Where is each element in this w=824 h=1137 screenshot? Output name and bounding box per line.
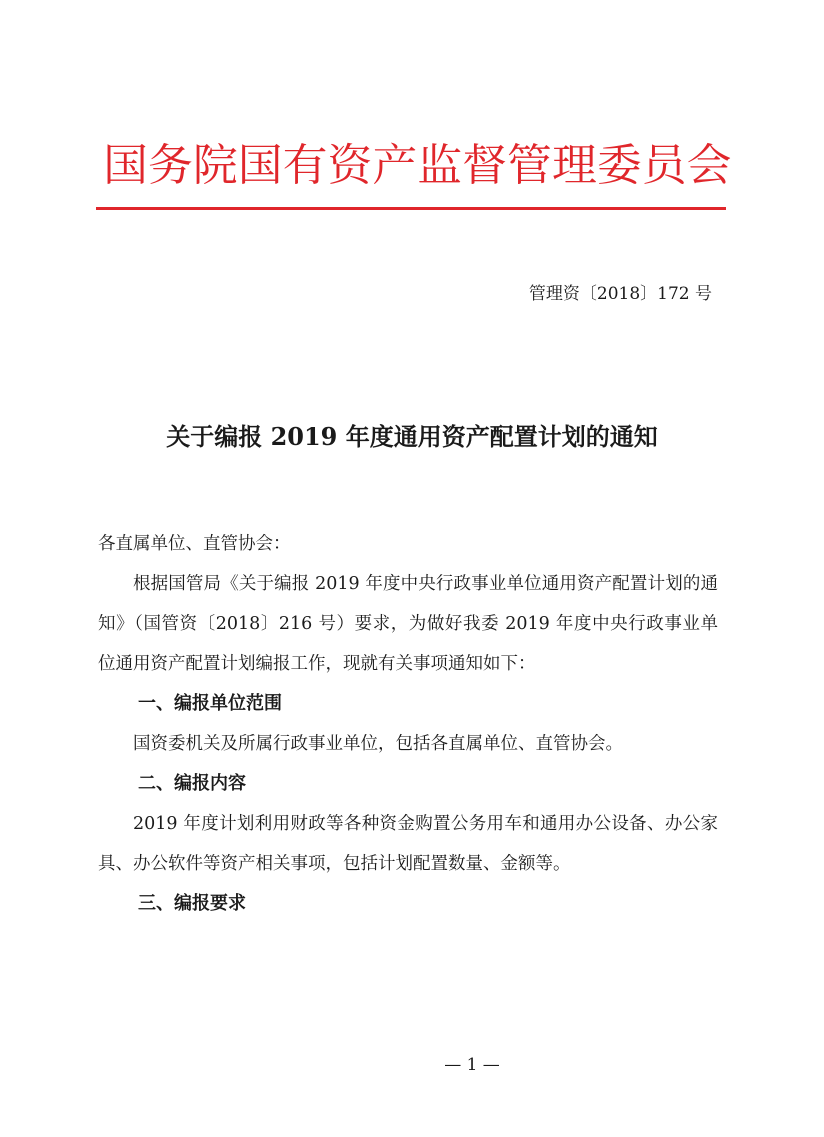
section-2-paragraph: 2019 年度计划利用财政等各种资金购置公务用车和通用办公设备、办公家具、办公软件等资产相关事项，包括计划配置数量、金额等。 [98,814,718,874]
issuer-masthead: 国务院国有资产监督管理委员会 [103,140,732,191]
notice-title: 关于编报 2019 年度通用资产配置计划的通知 [166,422,658,451]
notice-body [98,524,718,924]
salutation: 各直属单位、直管协会： [98,534,291,554]
page-number: — 1 — [444,1055,500,1075]
red-divider-line [96,207,726,210]
section-3-heading: 三、编报要求 [138,893,246,914]
intro-paragraph: 根据国管局《关于编报 2019 年度中央行政事业单位通用资产配置计划的通知》（国管资〔2018〕216 号）要求，为做好我委 2019 年度中央行政事业单位通用资产配置计划编报工作，现就有关事项通知如下： [98,574,718,674]
document-number: 管理资〔2018〕172 号 [528,284,712,304]
section-2-heading: 二、编报内容 [138,773,246,794]
section-1-paragraph: 国资委机关及所属行政事业单位，包括各直属单位、直管协会。 [133,734,623,754]
section-1-heading: 一、编报单位范围 [138,693,282,714]
